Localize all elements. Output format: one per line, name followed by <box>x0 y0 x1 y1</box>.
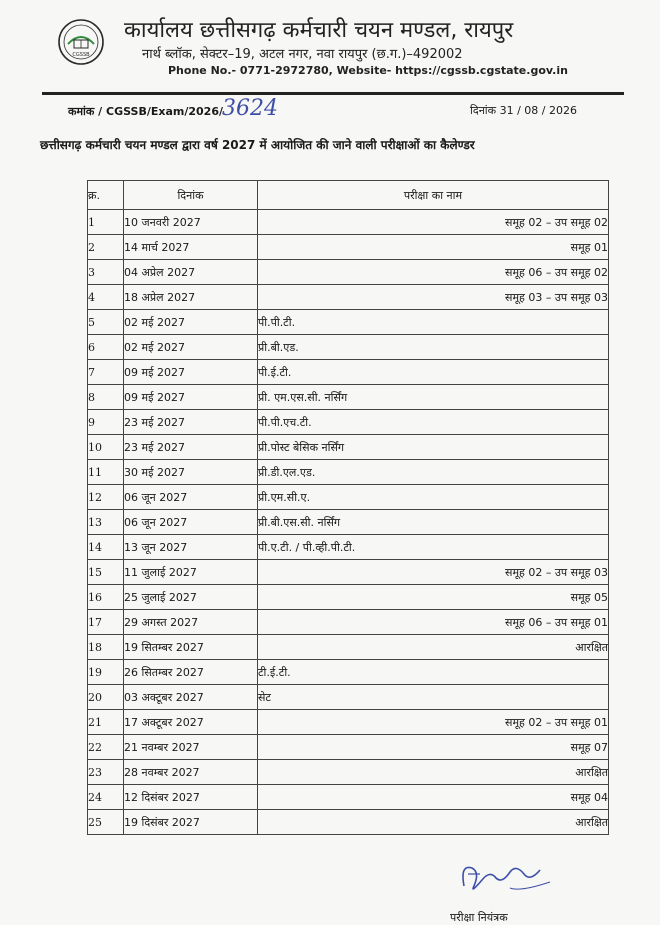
table-row <box>88 335 609 360</box>
row-serial: 2 <box>88 235 124 260</box>
table-row <box>88 810 609 835</box>
table-row <box>88 560 609 585</box>
row-exam-name: प्री.पोस्ट बेसिक नर्सिंग <box>258 435 609 460</box>
row-date: 17 अक्टूबर 2027 <box>124 710 258 735</box>
row-exam-name: प्री.डी.एल.एड. <box>258 460 609 485</box>
row-serial: 4 <box>88 285 124 310</box>
exam-calendar-table <box>87 180 609 835</box>
row-exam-name: समूह 01 <box>258 235 609 260</box>
row-serial: 11 <box>88 460 124 485</box>
table-row <box>88 610 609 635</box>
table-row <box>88 710 609 735</box>
row-exam-name: आरक्षित <box>258 635 609 660</box>
table-row <box>88 635 609 660</box>
row-serial: 12 <box>88 485 124 510</box>
cgssb-logo <box>57 18 105 66</box>
row-date: 09 मई 2027 <box>124 360 258 385</box>
row-serial: 18 <box>88 635 124 660</box>
table-row <box>88 235 609 260</box>
row-serial: 14 <box>88 535 124 560</box>
row-exam-name: प्री.एम.सी.ए. <box>258 485 609 510</box>
table-row <box>88 410 609 435</box>
row-date: 09 मई 2027 <box>124 385 258 410</box>
row-serial: 20 <box>88 685 124 710</box>
row-serial: 7 <box>88 360 124 385</box>
row-serial: 8 <box>88 385 124 410</box>
row-date: 10 जनवरी 2027 <box>124 210 258 235</box>
row-date: 30 मई 2027 <box>124 460 258 485</box>
reference-prefix: कमांक / CGSSB/Exam/2026/ <box>68 105 223 118</box>
row-date: 21 नवम्बर 2027 <box>124 735 258 760</box>
table-row <box>88 735 609 760</box>
row-date: 19 सितम्बर 2027 <box>124 635 258 660</box>
row-serial: 23 <box>88 760 124 785</box>
table-row <box>88 785 609 810</box>
row-serial: 3 <box>88 260 124 285</box>
organization-contact: Phone No.- 0771-2972780, Website- https://cgssb.cgstate.gov.in <box>168 64 568 77</box>
header-divider <box>42 92 624 95</box>
row-date: 25 जुलाई 2027 <box>124 585 258 610</box>
row-date: 03 अक्टूबर 2027 <box>124 685 258 710</box>
row-exam-name: प्री. एम.एस.सी. नर्सिंग <box>258 385 609 410</box>
row-date: 02 मई 2027 <box>124 310 258 335</box>
header-exam-name: परीक्षा का नाम <box>258 181 609 210</box>
row-serial: 22 <box>88 735 124 760</box>
row-exam-name: समूह 04 <box>258 785 609 810</box>
row-exam-name: समूह 06 – उप समूह 01 <box>258 610 609 635</box>
document-date: दिनांक 31 / 08 / 2026 <box>470 104 577 117</box>
row-serial: 17 <box>88 610 124 635</box>
table-row <box>88 510 609 535</box>
row-exam-name: पी.पी.एच.टी. <box>258 410 609 435</box>
row-date: 26 सितम्बर 2027 <box>124 660 258 685</box>
signatory-designation: परीक्षा नियंत्रक <box>450 911 508 924</box>
table-row <box>88 435 609 460</box>
row-serial: 13 <box>88 510 124 535</box>
table-row <box>88 460 609 485</box>
row-date: 23 मई 2027 <box>124 410 258 435</box>
row-serial: 19 <box>88 660 124 685</box>
row-date: 14 मार्च 2027 <box>124 235 258 260</box>
row-date: 02 मई 2027 <box>124 335 258 360</box>
row-serial: 10 <box>88 435 124 460</box>
row-exam-name: समूह 03 – उप समूह 03 <box>258 285 609 310</box>
table-row <box>88 285 609 310</box>
row-exam-name: पी.पी.टी. <box>258 310 609 335</box>
row-serial: 21 <box>88 710 124 735</box>
row-date: 19 दिसंबर 2027 <box>124 810 258 835</box>
row-serial: 5 <box>88 310 124 335</box>
table-row <box>88 485 609 510</box>
row-serial: 1 <box>88 210 124 235</box>
row-exam-name: समूह 02 – उप समूह 01 <box>258 710 609 735</box>
row-date: 12 दिसंबर 2027 <box>124 785 258 810</box>
header-serial: क्र. <box>88 181 124 210</box>
row-date: 04 अप्रेल 2027 <box>124 260 258 285</box>
row-date: 13 जून 2027 <box>124 535 258 560</box>
header-date: दिनांक <box>124 181 258 210</box>
row-serial: 6 <box>88 335 124 360</box>
table-row <box>88 660 609 685</box>
organization-address: नार्थ ब्लॉक, सेक्टर–19, अटल नगर, नवा रायपुर (छ.ग.)–492002 <box>142 47 463 62</box>
table-row <box>88 310 609 335</box>
row-exam-name: समूह 02 – उप समूह 02 <box>258 210 609 235</box>
row-exam-name: पी.ए.टी. / पी.व्ही.पी.टी. <box>258 535 609 560</box>
reference-number-handwritten: 3624 <box>222 96 278 121</box>
table-header-row <box>88 181 609 210</box>
table-row <box>88 535 609 560</box>
row-serial: 25 <box>88 810 124 835</box>
row-exam-name: समूह 07 <box>258 735 609 760</box>
table-row <box>88 385 609 410</box>
row-exam-name: प्री.बी.एस.सी. नर्सिंग <box>258 510 609 535</box>
table-row <box>88 760 609 785</box>
table-row <box>88 685 609 710</box>
row-exam-name: समूह 05 <box>258 585 609 610</box>
row-date: 29 अगस्त 2027 <box>124 610 258 635</box>
row-serial: 24 <box>88 785 124 810</box>
row-date: 06 जून 2027 <box>124 510 258 535</box>
row-serial: 15 <box>88 560 124 585</box>
row-date: 23 मई 2027 <box>124 435 258 460</box>
table-row <box>88 210 609 235</box>
table-row <box>88 360 609 385</box>
row-exam-name: आरक्षित <box>258 760 609 785</box>
row-exam-name: पी.ई.टी. <box>258 360 609 385</box>
row-serial: 9 <box>88 410 124 435</box>
row-serial: 16 <box>88 585 124 610</box>
handwritten-signature <box>450 852 560 902</box>
row-date: 06 जून 2027 <box>124 485 258 510</box>
row-date: 11 जुलाई 2027 <box>124 560 258 585</box>
calendar-heading: छत्तीसगढ़ कर्मचारी चयन मण्डल द्वारा वर्ष 2027 में आयोजित की जाने वाली परीक्षाओं का कैलेण्डर <box>40 138 475 152</box>
row-date: 28 नवम्बर 2027 <box>124 760 258 785</box>
table-row <box>88 260 609 285</box>
svg-text:CGSSB: CGSSB <box>72 52 90 58</box>
row-date: 18 अप्रेल 2027 <box>124 285 258 310</box>
table-body <box>88 210 609 835</box>
row-exam-name: आरक्षित <box>258 810 609 835</box>
row-exam-name: टी.ई.टी. <box>258 660 609 685</box>
row-exam-name: समूह 02 – उप समूह 03 <box>258 560 609 585</box>
organization-title: कार्यालय छत्तीसगढ़ कर्मचारी चयन मण्डल, रायपुर <box>124 18 514 43</box>
row-exam-name: सेट <box>258 685 609 710</box>
row-exam-name: प्री.बी.एड. <box>258 335 609 360</box>
row-exam-name: समूह 06 – उप समूह 02 <box>258 260 609 285</box>
table-row <box>88 585 609 610</box>
